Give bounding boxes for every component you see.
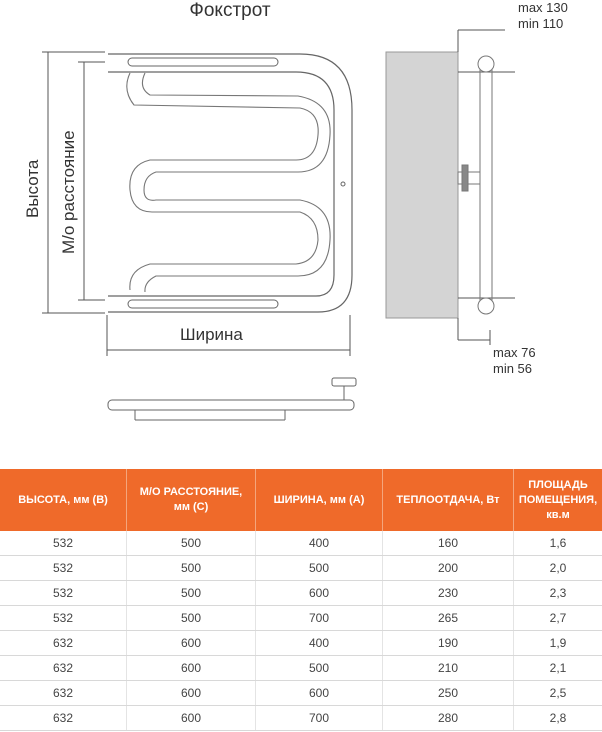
wall-section xyxy=(386,52,458,318)
column-header-room-area: ПЛОЩАДЬ ПОМЕЩЕНИЯ, кв.м xyxy=(514,469,602,531)
column-header-height: ВЫСОТА, мм (B) xyxy=(0,469,127,531)
table-cell: 1,6 xyxy=(514,531,602,556)
table-cell: 500 xyxy=(127,606,256,631)
table-row xyxy=(0,656,602,681)
front-view xyxy=(42,52,352,356)
max-top-label: max 130 xyxy=(518,0,568,15)
table-cell: 532 xyxy=(0,606,127,631)
bottom-view xyxy=(108,378,356,420)
table-cell: 500 xyxy=(127,581,256,606)
table-row xyxy=(0,631,602,656)
min-top-label: min 110 xyxy=(518,16,564,31)
table-cell: 632 xyxy=(0,681,127,706)
min-bottom-label: min 56 xyxy=(493,361,533,376)
table-cell: 2,7 xyxy=(514,606,602,631)
table-cell: 280 xyxy=(383,706,514,731)
table-row xyxy=(0,681,602,706)
table-cell: 532 xyxy=(0,531,127,556)
table-cell: 600 xyxy=(127,631,256,656)
table-cell: 600 xyxy=(127,681,256,706)
max-bottom-label: max 76 xyxy=(493,345,536,360)
table-cell: 500 xyxy=(127,531,256,556)
table-cell: 600 xyxy=(127,706,256,731)
table-cell: 2,0 xyxy=(514,556,602,581)
table-cell: 1,9 xyxy=(514,631,602,656)
table-row xyxy=(0,706,602,731)
table-cell: 190 xyxy=(383,631,514,656)
table-cell: 700 xyxy=(256,606,383,631)
product-title: Фокстрот xyxy=(189,0,271,21)
table-cell: 532 xyxy=(0,581,127,606)
table-cell: 400 xyxy=(256,531,383,556)
table-row xyxy=(0,556,602,581)
table-cell: 250 xyxy=(383,681,514,706)
table-cell: 200 xyxy=(383,556,514,581)
table-cell: 632 xyxy=(0,706,127,731)
table-cell: 532 xyxy=(0,556,127,581)
table-cell: 500 xyxy=(127,556,256,581)
table-cell: 2,8 xyxy=(514,706,602,731)
column-header-center-distance: М/О РАССТОЯНИЕ, мм (С) xyxy=(127,469,256,531)
table-cell: 632 xyxy=(0,631,127,656)
table-cell: 700 xyxy=(256,706,383,731)
table-cell: 160 xyxy=(383,531,514,556)
table-cell: 400 xyxy=(256,631,383,656)
table-cell: 500 xyxy=(256,656,383,681)
table-row xyxy=(0,531,602,556)
table-cell: 2,3 xyxy=(514,581,602,606)
table-cell: 265 xyxy=(383,606,514,631)
table-cell: 600 xyxy=(256,681,383,706)
specifications-table xyxy=(0,469,602,731)
table-cell: 632 xyxy=(0,656,127,681)
table-row xyxy=(0,581,602,606)
table-cell: 2,5 xyxy=(514,681,602,706)
center-distance-label: М/о расстояние xyxy=(59,130,78,254)
column-header-width: ШИРИНА, мм (А) xyxy=(256,469,383,531)
table-header-row xyxy=(0,469,602,531)
table-cell: 600 xyxy=(256,581,383,606)
width-label: Ширина xyxy=(180,325,243,344)
table-cell: 210 xyxy=(383,656,514,681)
table-cell: 2,1 xyxy=(514,656,602,681)
table-cell: 230 xyxy=(383,581,514,606)
height-label: Высота xyxy=(23,159,42,218)
table-body xyxy=(0,531,602,731)
side-view xyxy=(386,30,515,345)
column-header-heat-output: ТЕПЛООТДАЧА, Вт xyxy=(383,469,514,531)
table-cell: 600 xyxy=(127,656,256,681)
table-row xyxy=(0,606,602,631)
table-cell: 500 xyxy=(256,556,383,581)
